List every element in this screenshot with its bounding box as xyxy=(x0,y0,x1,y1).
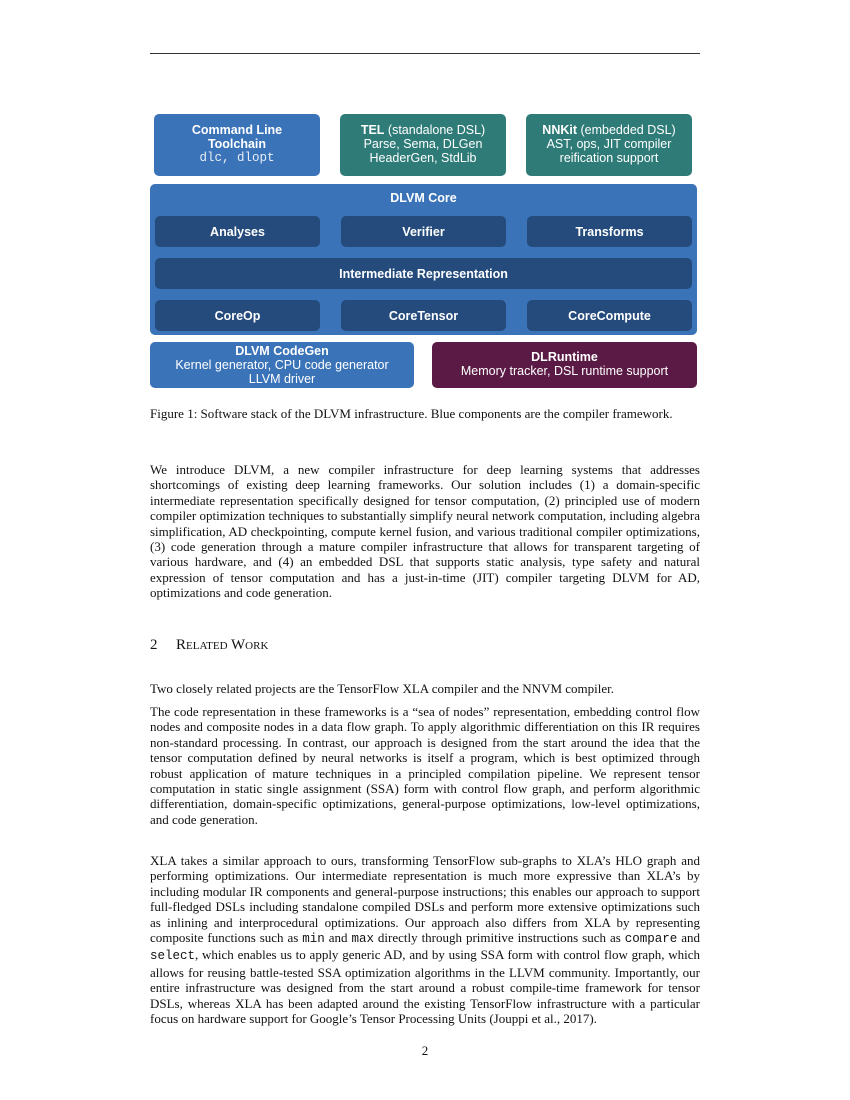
cli-title-line2: Toolchain xyxy=(207,137,267,151)
related-work-para-1: Two closely related projects are the TensorFlow XLA compiler and the NNVM compiler. xyxy=(150,681,615,696)
figure-caption: Figure 1: Software stack of the DLVM infrastructure. Blue components are the compiler framework. xyxy=(150,406,673,421)
tel-line2: Parse, Sema, DLGen xyxy=(363,137,483,151)
para3-text-1: XLA takes a similar approach to ours, transforming TensorFlow sub-graphs to XLA’s HLO graph and performing optimizations. Our intermediate representation is much more expressive than XLA’s by including modular IR components and general-purpose instructions; this enables our approach to support full-fledged DSLs including standalone compiled DSLs and perform more extensive optimizations such as inlining and interprocedural optimizations. Our approach also differs from XLA by representing composite functions such as xyxy=(150,853,700,946)
page-number: 2 xyxy=(421,1043,429,1058)
dlvm-codegen-box xyxy=(150,342,414,388)
code-max: max xyxy=(351,932,374,947)
tel-line3: HeaderGen, StdLib xyxy=(369,151,477,165)
codegen-line3: LLVM driver xyxy=(248,372,316,386)
runtime-line2: Memory tracker, DSL runtime support xyxy=(460,364,669,378)
nnkit-name: NNKit xyxy=(542,123,578,137)
nnkit-box xyxy=(526,114,692,176)
intro-paragraph: We introduce DLVM, a new compiler infrastructure for deep learning systems that addresses shortcomings of existing deep learning frameworks. Our solution includes (1) a domain-specific intermediate representation specifically designed for tensor computation, (2) principled use of modern compiler optimization techniques to substantially simplify neural network computation, including algebra simplification, AD checkpointing, compute kernel fusion, and various traditional compiler optimizations, (3) code generation through a mature compiler infrastructure that allows for transparent targeting of various hardware, and (4) an embedded DSL that supports static analysis, type safety and natural expression of tensor computation and has a just-in-time (JIT) compiler targeting DLVM for AD, optimizations and code generation. xyxy=(150,462,700,601)
code-min: min xyxy=(302,932,325,947)
corecompute-box: CoreCompute xyxy=(527,300,692,331)
para3-text-5: , which enables us to apply generic AD, and by using SSA form with control flow graph, which allows for reusing battle-tested SSA optimization algorithms in the LLVM community. Importantly, our entire infrastructure was designed from the start around a robust compile-time framework for tensor DSLs, whereas XLA has been adapted around the existing TensorFlow infrastructure with a particular focus on hardware support for Google’s Tensor Processing Units (Jouppi et al., 2017). xyxy=(150,947,700,1027)
para3-text-4: and xyxy=(677,930,700,946)
related-work-para-3 xyxy=(150,853,700,1026)
section-title: Related Work xyxy=(176,637,269,653)
runtime-title: DLRuntime xyxy=(531,350,598,364)
section-number: 2 xyxy=(150,637,158,653)
intermediate-representation-box: Intermediate Representation xyxy=(155,258,692,289)
tel-desc: (standalone DSL) xyxy=(387,123,486,137)
analyses-box: Analyses xyxy=(155,216,320,247)
nnkit-desc: (embedded DSL) xyxy=(580,123,676,137)
coretensor-box: CoreTensor xyxy=(341,300,506,331)
code-select: select xyxy=(150,949,196,964)
code-compare: compare xyxy=(624,932,678,947)
cli-title-line1: Command Line xyxy=(191,123,283,137)
dlruntime-box xyxy=(432,342,697,388)
transforms-box: Transforms xyxy=(527,216,692,247)
cli-tools: dlc, dlopt xyxy=(199,151,275,165)
codegen-line2: Kernel generator, CPU code generator xyxy=(175,358,389,372)
tel-box xyxy=(340,114,506,176)
nnkit-line3: reification support xyxy=(559,151,659,165)
dlvm-core-title: DLVM Core xyxy=(390,191,457,205)
tel-name: TEL xyxy=(360,123,385,137)
codegen-title: DLVM CodeGen xyxy=(235,344,329,358)
para3-text-2: and xyxy=(324,930,352,946)
section-heading xyxy=(150,637,268,654)
related-work-para-2: The code representation in these frameworks is a “sea of nodes” representation, embedding control flow nodes and composite nodes in a data flow graph. To apply algorithmic differentiation on this IR requires non-standard processing. In contrast, our approach is designed from the start around the idea that the tensor computation defined by neural networks is itself a program, which is best optimized through robust application of mature techniques in a principled compilation pipeline. We represent tensor computation in static single assignment (SSA) form with control flow graph, and perform algorithmic differentiation, domain-specific optimizations, general-purpose optimizations, low-level optimizations, and code generation. xyxy=(150,704,700,827)
para3-text-3: directly through primitive instructions such as xyxy=(373,930,625,946)
verifier-box: Verifier xyxy=(341,216,506,247)
nnkit-line2: AST, ops, JIT compiler xyxy=(546,137,672,151)
coreop-box: CoreOp xyxy=(155,300,320,331)
header-rule xyxy=(150,53,700,54)
cli-toolchain-box xyxy=(154,114,320,176)
